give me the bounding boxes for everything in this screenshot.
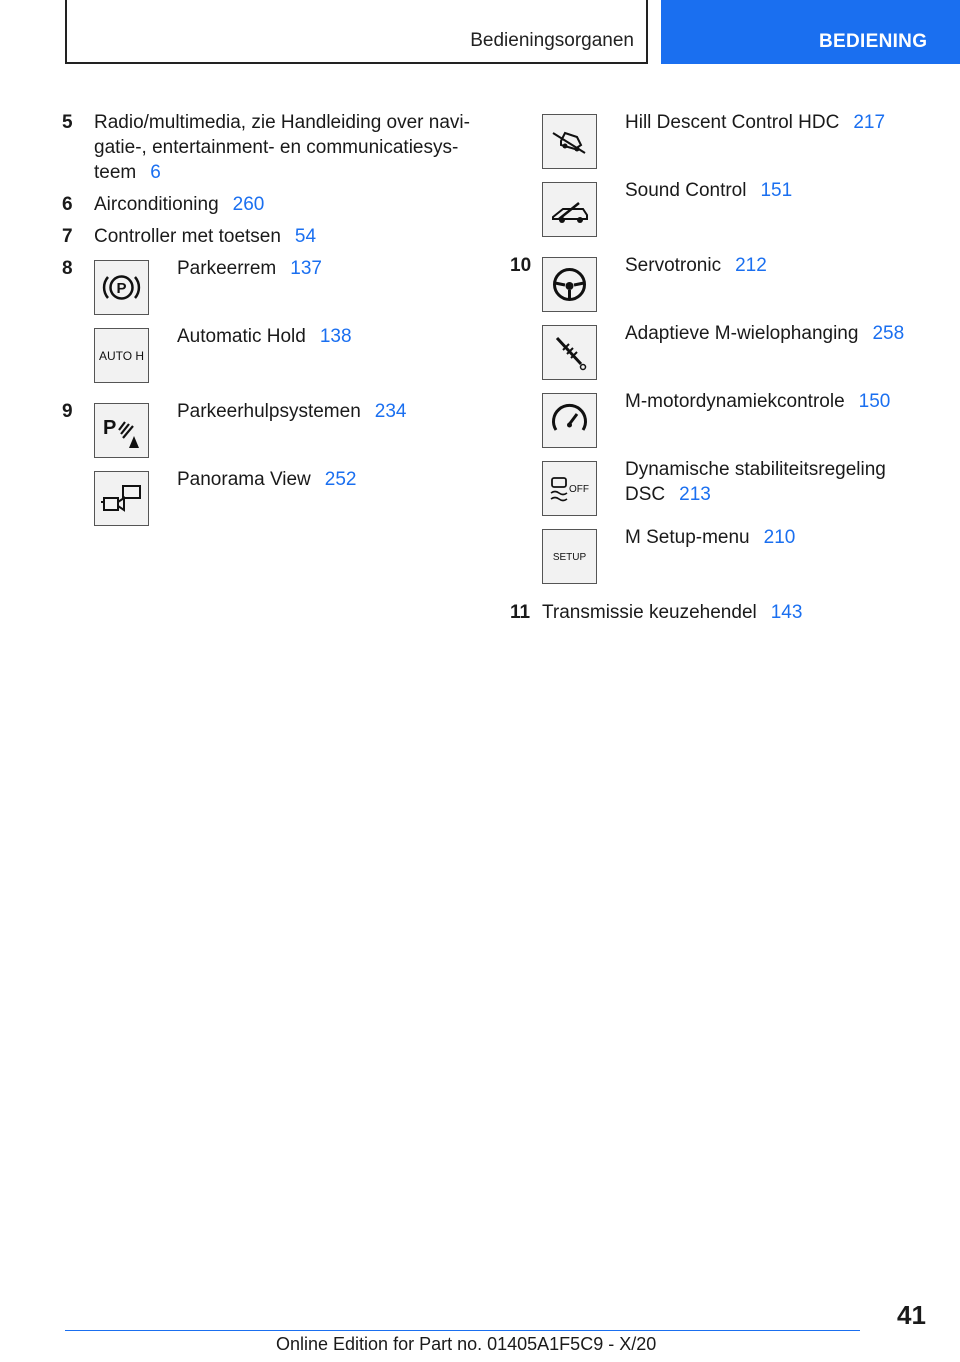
park-assist-icon [94, 403, 149, 458]
icon-entry [177, 399, 477, 424]
list-item-5 [62, 110, 472, 185]
header-section [65, 0, 648, 64]
page-link[interactable]: 234 [374, 401, 407, 422]
item-text: Radio/multimedia, zie Handleiding over navi-gatie-, entertainment- en communicatiesys-teem [94, 112, 470, 183]
page-link[interactable]: 217 [853, 112, 886, 133]
icon-label: Panorama View [177, 469, 311, 490]
item-text: Controller met toetsen [94, 226, 281, 247]
icon-label: Parkeerhulpsystemen [177, 401, 361, 422]
icon-entry [177, 324, 477, 349]
auto-hold-icon [94, 328, 149, 383]
list-item-10c [510, 389, 930, 444]
icon-entry [625, 525, 925, 550]
engine-dynamics-icon [542, 393, 597, 448]
list-item-10e [510, 525, 930, 580]
suspension-icon [542, 325, 597, 380]
page-link[interactable]: 213 [679, 484, 711, 505]
page-link[interactable]: 151 [760, 180, 793, 201]
page-link[interactable]: 252 [324, 469, 357, 490]
page-link[interactable]: 143 [770, 602, 803, 623]
svg-text:P: P [116, 280, 127, 297]
item-number: 11 [510, 602, 531, 623]
list-item-8 [62, 256, 472, 311]
icon-label: Parkeerrem [177, 258, 277, 279]
list-item-11 [510, 600, 930, 625]
setup-text: SETUP [552, 552, 587, 563]
icon-entry [625, 253, 925, 278]
icon-label: Hill Descent Control HDC [625, 112, 840, 133]
page-link[interactable]: 258 [872, 323, 905, 344]
right-column [510, 110, 930, 632]
edition-note: Online Edition for Part no. 01405A1F5C9 - X/20 [276, 1334, 657, 1354]
icon-entry [625, 321, 925, 346]
icon-entry [625, 178, 925, 203]
page-link[interactable]: 210 [763, 527, 796, 548]
item-number: 7 [62, 226, 73, 247]
icon-label: Adaptieve M-wielophanging [625, 323, 859, 344]
icon-label: Dynamische stabiliteitsregeling DSC [625, 459, 886, 505]
list-item-10b [510, 321, 930, 376]
list-item-sound [510, 178, 930, 233]
page-link[interactable]: 150 [858, 391, 891, 412]
panorama-view-icon [94, 471, 149, 526]
auto-hold-text: AUTO H [99, 349, 144, 363]
item-number: 10 [510, 255, 532, 276]
chapter-tab-label: BEDIENING [819, 31, 928, 52]
list-item-8b [62, 324, 472, 379]
item-text: Airconditioning [94, 194, 219, 215]
list-item-7 [62, 224, 472, 249]
page-link[interactable]: 6 [150, 162, 161, 183]
page-number: 41 [897, 1300, 926, 1330]
item-number: 6 [62, 194, 73, 215]
item-text: Transmissie keuzehendel [542, 602, 757, 623]
setup-icon [542, 529, 597, 584]
list-item-hdc [510, 110, 930, 165]
page-link[interactable]: 260 [232, 194, 265, 215]
page-link[interactable]: 138 [319, 326, 352, 347]
item-number: 9 [62, 401, 73, 422]
section-title: Bedieningsorganen [470, 30, 634, 51]
icon-label: Automatic Hold [177, 326, 306, 347]
item-number: 8 [62, 258, 73, 279]
hill-descent-icon [542, 114, 597, 169]
item-number: 5 [62, 112, 73, 133]
steering-wheel-icon [542, 257, 597, 312]
page-link[interactable]: 137 [290, 258, 322, 279]
dsc-off-icon [542, 461, 597, 516]
chapter-tab[interactable] [661, 0, 960, 64]
icon-label: Servotronic [625, 255, 722, 276]
page-link[interactable]: 212 [735, 255, 767, 276]
footer-divider [65, 1330, 860, 1331]
parking-brake-icon [94, 260, 149, 315]
icon-entry [177, 467, 477, 492]
icon-entry [625, 389, 925, 414]
page-link[interactable]: 54 [294, 226, 317, 247]
icon-label: M Setup-menu [625, 527, 750, 548]
icon-entry [177, 256, 477, 281]
list-item-6 [62, 192, 472, 217]
icon-label: Sound Control [625, 180, 747, 201]
icon-entry [625, 457, 925, 507]
list-item-10 [510, 253, 930, 308]
list-item-9 [62, 399, 472, 454]
icon-label: M-motordynamiekcontrole [625, 391, 845, 412]
svg-text:P: P [103, 417, 117, 439]
left-column [62, 110, 472, 535]
sound-control-icon [542, 182, 597, 237]
list-item-10d [510, 457, 930, 512]
icon-entry [625, 110, 925, 135]
list-item-9b [62, 467, 472, 522]
dsc-off-text: OFF [569, 484, 589, 495]
